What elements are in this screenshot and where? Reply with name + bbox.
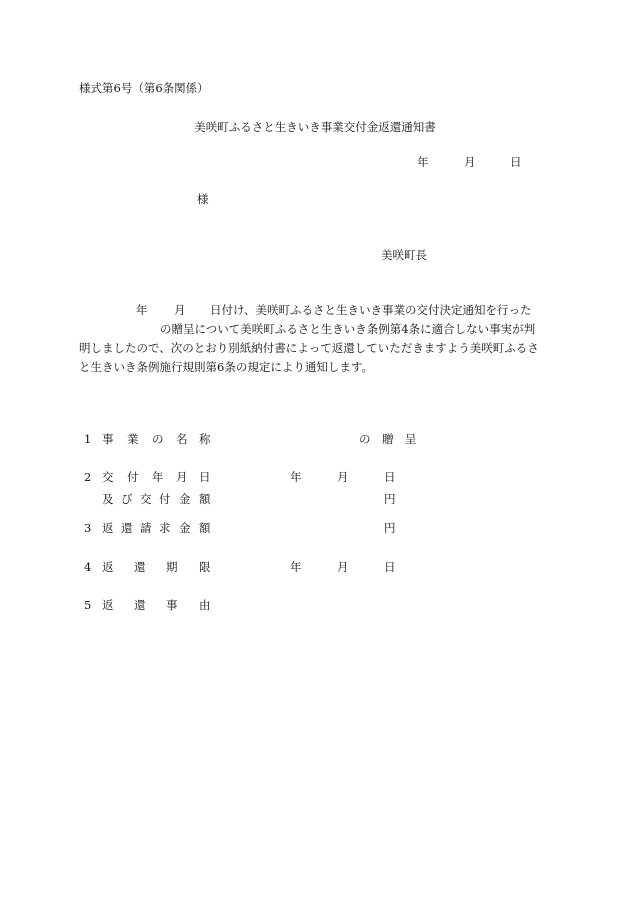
item-number: 5 — [84, 598, 92, 612]
item-number: 2 — [84, 470, 92, 484]
item-day: 日 — [384, 560, 396, 574]
item-label-char: 事 — [166, 598, 178, 612]
item-unit: 円 — [384, 492, 396, 506]
item-label-char: 限 — [199, 560, 211, 574]
item-label-char: の — [152, 432, 164, 446]
item-label-char: 返 — [102, 521, 114, 535]
item-label-char: 金 — [179, 492, 191, 506]
item-label-char: 還 — [134, 560, 146, 574]
body-month: 月 — [174, 303, 186, 317]
item-label-char: 期 — [166, 560, 178, 574]
item-label-char: 付 — [159, 492, 171, 506]
item-label-char: び — [121, 492, 133, 506]
item-day: 日 — [384, 470, 396, 484]
body-line-1: 日付け、美咲町ふるさと生きいき事業の交付決定通知を行った — [210, 303, 532, 317]
item-month: 月 — [337, 560, 349, 574]
issue-date-year: 年 — [417, 155, 429, 169]
document-title: 美咲町ふるさと生きいき事業交付金返還通知書 — [194, 120, 436, 134]
item-label-char: 日 — [199, 470, 211, 484]
item-unit: 円 — [384, 521, 396, 535]
body-line-4: と生きいき条例施行規則第6条の規定により通知します。 — [79, 360, 373, 374]
issue-date-month: 月 — [464, 155, 476, 169]
item-label-char: 交 — [140, 492, 152, 506]
item-label-char: 交 — [102, 470, 114, 484]
item-label-char: 及 — [102, 492, 114, 506]
sender-name: 美咲町長 — [381, 248, 427, 262]
item-value: の 贈 呈 — [359, 432, 417, 446]
item-number: 3 — [84, 521, 92, 535]
item-label-char: 事 — [102, 432, 114, 446]
item-number: 4 — [84, 560, 92, 574]
item-label-char: 名 — [176, 432, 188, 446]
item-label-char: 額 — [199, 492, 211, 506]
item-label-char: 称 — [199, 432, 211, 446]
item-label-char: 年 — [152, 470, 164, 484]
addressee-suffix: 様 — [197, 192, 209, 206]
body-line-3: 明しましたので、次のとおり別紙納付書によって返還していただきますよう美咲町ふるさ — [79, 341, 539, 355]
item-number: 1 — [84, 432, 92, 446]
item-label-char: 請 — [140, 521, 152, 535]
issue-date-day: 日 — [510, 155, 522, 169]
item-label-char: 由 — [199, 598, 211, 612]
item-label-char: 付 — [127, 470, 139, 484]
item-label-char: 業 — [127, 432, 139, 446]
item-year: 年 — [290, 470, 302, 484]
item-label-char: 返 — [102, 560, 114, 574]
form-label: 様式第6号（第6条関係） — [79, 81, 209, 95]
item-label-char: 返 — [102, 598, 114, 612]
body-year: 年 — [136, 303, 148, 317]
item-label-char: 還 — [134, 598, 146, 612]
item-label-char: 還 — [121, 521, 133, 535]
item-label-char: 金 — [179, 521, 191, 535]
body-line-2: の贈呈について美咲町ふるさと生きいき条例第4条に適合しない事実が判 — [160, 322, 536, 336]
item-label-char: 月 — [176, 470, 188, 484]
item-label-char: 額 — [199, 521, 211, 535]
item-year: 年 — [290, 560, 302, 574]
item-label-char: 求 — [159, 521, 171, 535]
item-month: 月 — [337, 470, 349, 484]
